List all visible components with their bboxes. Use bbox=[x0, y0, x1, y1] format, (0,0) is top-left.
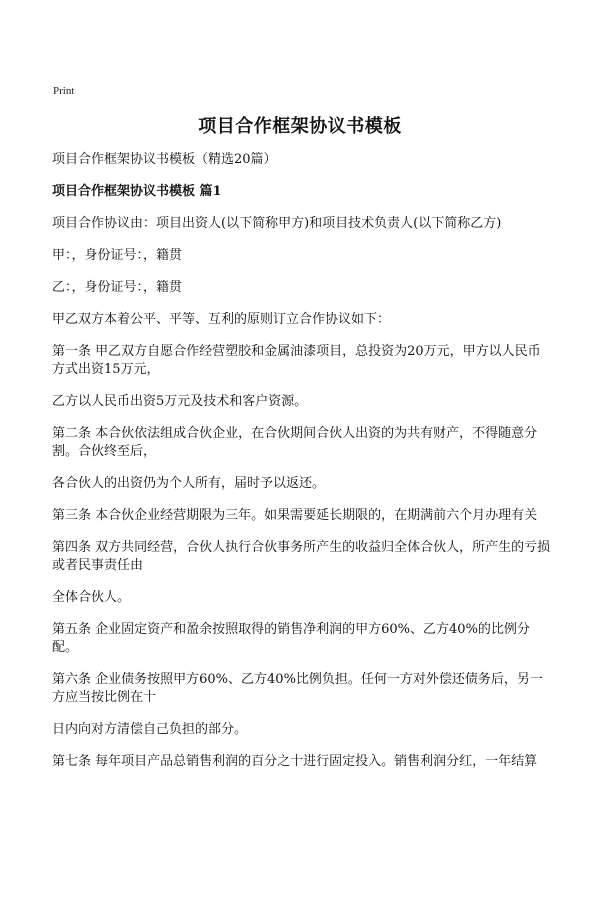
paragraph-article-6: 第六条 企业债务按照甲方60%、乙方40%比例负担。任何一方对外偿还债务后，另一方应当按比例在十 bbox=[52, 672, 543, 705]
paragraph-article-4: 第四条 双方共同经营，合伙人执行合伙事务所产生的收益归全体合伙人，所产生的亏损或者民事责任由 bbox=[52, 540, 551, 573]
print-label[interactable]: Print bbox=[53, 85, 75, 97]
paragraph-article-3: 第三条 本合伙企业经营期限为三年。如果需要延长期限的，在期满前六个月办理有关 bbox=[52, 508, 538, 523]
paragraph-principle: 甲乙双方本着公平、平等、互利的原则订立合作协议如下： bbox=[52, 312, 391, 327]
section-heading: 项目合作框架协议书模板 篇1 bbox=[52, 184, 222, 199]
paragraph-intro: 项目合作协议由：项目出资人(以下简称甲方)和项目技术负责人(以下简称乙方) bbox=[52, 216, 502, 231]
paragraph-article-2-cont: 各合伙人的出资仍为个人所有，届时予以返还。 bbox=[52, 476, 326, 491]
document-content bbox=[52, 151, 552, 785]
page-title: 项目合作框架协议书模板 bbox=[198, 116, 402, 137]
paragraph-article-7: 第七条 每年项目产品总销售利润的百分之十进行固定投入。销售利润分红，一年结算 bbox=[52, 754, 538, 769]
paragraph-article-2: 第二条 本合伙依法组成合伙企业，在合伙期间合伙人出资的为共有财产，不得随意分割。合伙终至后， bbox=[52, 426, 538, 459]
paragraph-article-5: 第五条 企业固定资产和盈余按照取得的销售净利润的甲方60%、乙方40%的比例分配。 bbox=[52, 622, 530, 655]
paragraph-article-6-cont: 日内向对方清偿自己负担的部分。 bbox=[52, 722, 248, 737]
paragraph-party-b: 乙：，身份证号：，籍贯 bbox=[52, 280, 183, 295]
paragraph-article-1: 第一条 甲乙双方自愿合作经营塑胶和金属油漆项目，总投资为20万元，甲方以人民币方式出资15万元， bbox=[52, 344, 541, 377]
paragraph-article-4-cont: 全体合伙人。 bbox=[52, 590, 131, 605]
document-subtitle: 项目合作框架协议书模板（精选20篇） bbox=[52, 152, 277, 167]
paragraph-party-a: 甲：，身份证号：，籍贯 bbox=[52, 248, 183, 263]
paragraph-article-1-cont: 乙方以人民币出资5万元及技术和客户资源。 bbox=[52, 394, 308, 409]
